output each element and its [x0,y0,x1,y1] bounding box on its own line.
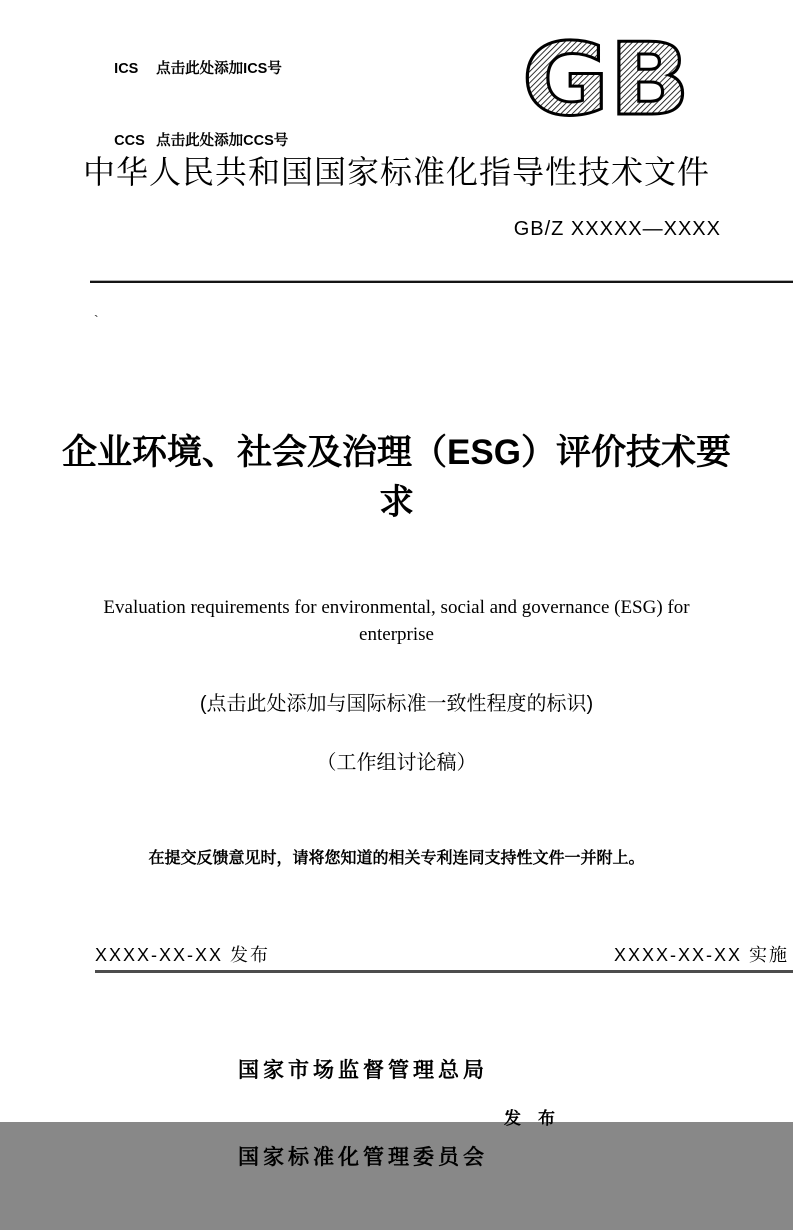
standard-title-en [60,594,733,648]
ics-label: ICS [114,61,139,77]
standard-title-cn-line1: 企业环境、社会及治理（ESG）评价技术要 [62,433,731,472]
standard-number: GB/Z XXXXX—XXXX [513,218,721,240]
publisher-name-2: 国家标准化管理委员会 [238,1145,488,1169]
standard-title-cn-line2: 求 [378,483,414,522]
patent-notice: 在提交反馈意见时，请将您知道的相关专利连同支持性文件一并附上。 [148,850,645,867]
ccs-placeholder[interactable]: 点击此处添加CCS号 [156,133,289,149]
ics-code-line [90,33,288,105]
gb-logo-letters: GB [522,21,690,138]
standard-title-en-line2: enterprise [359,624,434,645]
date-row [95,941,789,967]
footer-rule [95,970,793,973]
publisher-name-1: 国家市场监督管理总局 [238,1058,488,1082]
implement-date: XXXX-XX-XX 实施 [613,945,789,965]
stray-mark: ` [94,312,99,328]
issue-date: XXXX-XX-XX 发布 [95,945,271,965]
draft-stage-note: （工作组讨论稿） [316,752,477,774]
ics-placeholder[interactable]: 点击此处添加ICS号 [156,61,282,77]
standard-title-en-line1: Evaluation requirements for environmental, social and governance (ESG) for [103,597,690,618]
ccs-label: CCS [114,133,145,149]
publisher-names [238,998,488,1230]
publisher-block [0,998,793,1230]
consistency-placeholder[interactable]: (点击此处添加与国际标准一致性程度的标识) [199,693,594,715]
publish-action-label: 发 布 [504,1108,555,1128]
standard-title-cn [40,428,753,528]
gb-logo [520,21,692,138]
header-rule [90,280,793,283]
standard-category-title: 中华人民共和国国家标准化指导性技术文件 [82,154,710,190]
